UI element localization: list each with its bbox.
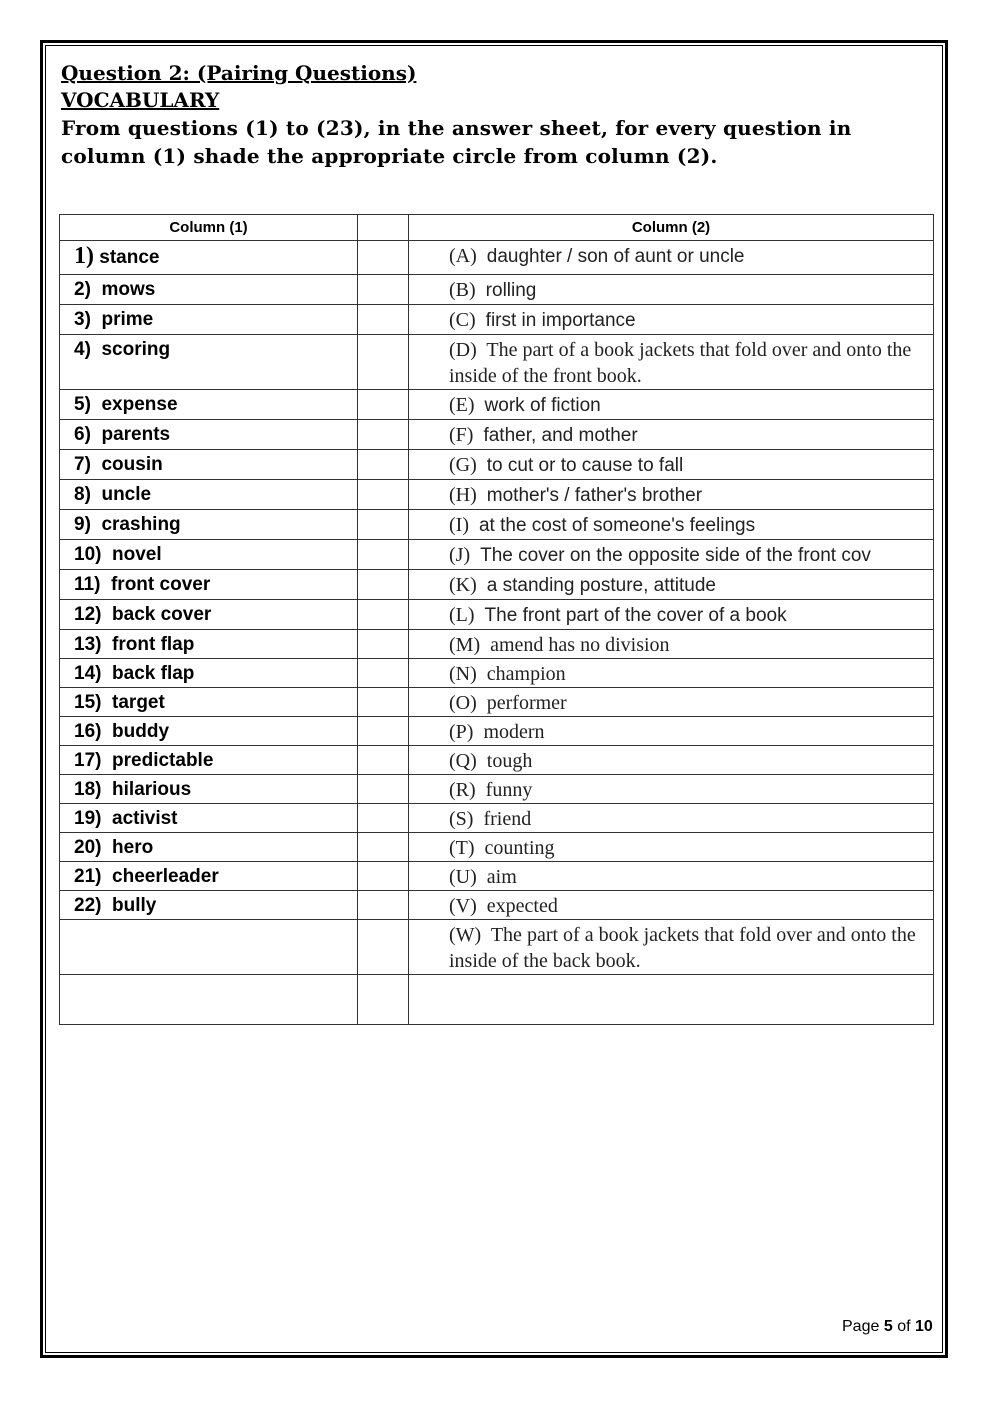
answer-letter: (M) [449, 634, 481, 656]
column-1-cell [60, 862, 358, 891]
column-1-cell [60, 570, 358, 600]
question-number: 11) [74, 574, 101, 595]
column-2-cell [409, 390, 934, 420]
answer-text: modern [483, 721, 545, 743]
answer-text: The cover on the opposite side of the front cov [480, 545, 871, 566]
instruction-line-2: column (1) shade the appropriate circle from column (2). [61, 144, 718, 168]
answer-letter: (Q) [449, 750, 477, 772]
column-1-cell [60, 659, 358, 688]
column-2-cell [409, 891, 934, 920]
table-row [60, 920, 934, 975]
question-header [61, 60, 931, 170]
column-2-cell [409, 420, 934, 450]
table-row [60, 804, 934, 833]
column-2-cell [409, 275, 934, 305]
answer-blank-cell [358, 891, 409, 920]
answer-blank-cell [358, 775, 409, 804]
answer-letter: (S) [449, 808, 474, 830]
question-number: 9) [74, 514, 91, 535]
table-row [60, 746, 934, 775]
table-row [60, 335, 934, 390]
answer-letter: (H) [449, 484, 477, 506]
column-1-cell [60, 804, 358, 833]
column-1-cell [60, 775, 358, 804]
column-2-cell [409, 833, 934, 862]
question-word: activist [112, 808, 178, 829]
answer-text: aim [486, 866, 517, 888]
answer-blank-cell [358, 450, 409, 480]
column-2-header: Column (2) [409, 215, 934, 241]
answer-letter: (R) [449, 779, 476, 801]
page-of: of [897, 1318, 911, 1335]
answer-letter: (O) [449, 692, 477, 714]
column-1-cell [60, 975, 358, 1025]
answer-blank-cell [358, 975, 409, 1025]
question-number: 1) [74, 243, 94, 269]
column-2-cell [409, 540, 934, 570]
page-label: Page [842, 1318, 880, 1335]
table-row [60, 688, 934, 717]
question-word: front flap [112, 634, 195, 655]
question-number: 7) [74, 454, 91, 475]
question-word: buddy [112, 721, 170, 742]
column-2-cell [409, 450, 934, 480]
table-row [60, 510, 934, 540]
answer-text: a standing posture, attitude [486, 575, 716, 596]
column-1-cell [60, 833, 358, 862]
question-number: 5) [74, 394, 91, 415]
question-word: uncle [101, 484, 152, 505]
question-word: target [112, 692, 165, 713]
column-2-cell [409, 480, 934, 510]
table-row [60, 480, 934, 510]
question-number: 13) [74, 634, 102, 655]
instruction-line-1: From questions (1) to (23), in the answer sheet, for every question in [61, 116, 852, 140]
column-1-cell [60, 241, 358, 275]
answer-text: expected [486, 895, 558, 917]
question-number: 16) [74, 721, 102, 742]
table-row [60, 630, 934, 659]
answer-text: daughter / son of aunt or uncle [486, 246, 745, 267]
answer-letter: (L) [449, 604, 475, 626]
answer-text: tough [486, 750, 533, 772]
answer-text: to cut or to cause to fall [486, 455, 684, 476]
answer-blank-cell [358, 420, 409, 450]
answer-text: champion [486, 663, 566, 685]
answer-letter: (W) [449, 924, 482, 946]
table-row [60, 862, 934, 891]
answer-blank-cell [358, 659, 409, 688]
column-2-cell [409, 335, 934, 390]
question-number: 19) [74, 808, 102, 829]
answer-letter: (F) [449, 424, 474, 446]
question-number: 10) [74, 544, 102, 565]
column-2-cell [409, 804, 934, 833]
column-2-cell [409, 717, 934, 746]
answer-text: at the cost of someone's feelings [478, 515, 756, 536]
answer-letter: (E) [449, 394, 475, 416]
answer-letter: (A) [449, 245, 477, 267]
question-title: Question 2: (Pairing Questions) [61, 61, 417, 85]
question-number: 8) [74, 484, 91, 505]
answer-letter: (U) [449, 866, 477, 888]
answer-text: funny [485, 779, 533, 801]
table-row [60, 450, 934, 480]
question-number: 21) [74, 866, 102, 887]
answer-blank-cell [358, 688, 409, 717]
answer-blank-cell [358, 241, 409, 275]
answer-letter: (C) [449, 309, 476, 331]
answer-text: amend has no division [490, 634, 670, 656]
table-row [60, 540, 934, 570]
column-2-cell [409, 241, 934, 275]
answer-blank-cell [358, 335, 409, 390]
table-row [60, 275, 934, 305]
question-word: mows [101, 279, 156, 300]
column-1-cell [60, 335, 358, 390]
column-2-cell [409, 659, 934, 688]
column-1-cell [60, 275, 358, 305]
answer-blank-cell [358, 630, 409, 659]
answer-text: work of fiction [484, 395, 601, 416]
column-2-cell [409, 305, 934, 335]
question-word: front cover [110, 574, 211, 595]
section-title: VOCABULARY [61, 88, 220, 112]
column-1-cell [60, 688, 358, 717]
answer-text: friend [483, 808, 532, 830]
question-word: hilarious [112, 779, 192, 800]
question-word: crashing [101, 514, 181, 535]
answer-blank-cell [358, 920, 409, 975]
answer-letter: (I) [449, 514, 469, 536]
table-row [60, 833, 934, 862]
question-word: novel [112, 544, 162, 565]
question-word: prime [101, 309, 154, 330]
column-1-cell [60, 891, 358, 920]
page-current: 5 [883, 1318, 893, 1335]
table-row [60, 659, 934, 688]
question-number: 20) [74, 837, 102, 858]
table-row [60, 600, 934, 630]
pairing-table [59, 214, 934, 1025]
column-2-cell [409, 570, 934, 600]
answer-blank-cell [358, 540, 409, 570]
question-number: 22) [74, 895, 102, 916]
table-row [60, 390, 934, 420]
column-1-cell [60, 420, 358, 450]
answer-blank-cell [358, 305, 409, 335]
answer-letter: (B) [449, 279, 476, 301]
answer-letter: (D) [449, 339, 477, 361]
answer-text: The part of a book jackets that fold over and onto the inside of the back book. [449, 924, 916, 972]
question-number: 18) [74, 779, 102, 800]
answer-text: The part of a book jackets that fold over and onto the inside of the front book. [449, 339, 912, 387]
column-1-cell [60, 630, 358, 659]
answer-blank-cell [358, 717, 409, 746]
answer-letter: (P) [449, 721, 474, 743]
question-word: bully [112, 895, 157, 916]
column-1-cell [60, 480, 358, 510]
table-row [60, 570, 934, 600]
table-row [60, 717, 934, 746]
column-2-cell [409, 688, 934, 717]
question-number: 6) [74, 424, 91, 445]
question-word: stance [99, 247, 160, 268]
column-1-cell [60, 540, 358, 570]
answer-blank-cell [358, 480, 409, 510]
answer-letter: (K) [449, 574, 477, 596]
column-2-cell [409, 746, 934, 775]
question-word: predictable [112, 750, 214, 771]
column-1-cell [60, 600, 358, 630]
answer-blank-cell [358, 275, 409, 305]
answer-letter: (G) [449, 454, 477, 476]
answer-text: father, and mother [483, 425, 638, 446]
column-1-cell [60, 746, 358, 775]
question-number: 17) [74, 750, 102, 771]
question-word: scoring [101, 339, 171, 360]
question-word: parents [101, 424, 171, 445]
question-word: cousin [101, 454, 163, 475]
column-2-cell [409, 510, 934, 540]
answer-text: counting [484, 837, 555, 859]
answer-blank-cell [358, 746, 409, 775]
answer-blank-header [358, 215, 409, 241]
answer-blank-cell [358, 862, 409, 891]
column-1-cell [60, 450, 358, 480]
question-number: 3) [74, 309, 91, 330]
question-number: 12) [74, 604, 102, 625]
answer-blank-cell [358, 833, 409, 862]
question-number: 14) [74, 663, 102, 684]
question-word: expense [101, 394, 178, 415]
table-row [60, 891, 934, 920]
table-row [60, 775, 934, 804]
answer-text: rolling [485, 280, 537, 301]
question-number: 15) [74, 692, 102, 713]
column-2-cell [409, 630, 934, 659]
column-2-cell [409, 920, 934, 975]
answer-letter: (J) [449, 544, 471, 566]
column-2-cell [409, 775, 934, 804]
column-1-cell [60, 305, 358, 335]
answer-letter: (V) [449, 895, 477, 917]
page-number [842, 1318, 933, 1336]
answer-blank-cell [358, 804, 409, 833]
column-2-cell [409, 975, 934, 1025]
column-2-cell [409, 600, 934, 630]
answer-blank-cell [358, 570, 409, 600]
table-row [60, 975, 934, 1025]
answer-letter: (T) [449, 837, 475, 859]
column-1-header: Column (1) [60, 215, 358, 241]
answer-letter: (N) [449, 663, 477, 685]
column-1-cell [60, 717, 358, 746]
table-row [60, 420, 934, 450]
answer-blank-cell [358, 390, 409, 420]
question-word: hero [112, 837, 154, 858]
answer-text: The front part of the cover of a book [484, 605, 787, 626]
answer-blank-cell [358, 510, 409, 540]
table-row [60, 241, 934, 275]
answer-text: first in importance [485, 310, 636, 331]
question-number: 4) [74, 339, 91, 360]
answer-blank-cell [358, 600, 409, 630]
column-1-cell [60, 390, 358, 420]
column-1-cell [60, 920, 358, 975]
question-number: 2) [74, 279, 91, 300]
page-total: 10 [914, 1318, 933, 1335]
question-word: back flap [112, 663, 195, 684]
answer-text: mother's / father's brother [486, 485, 703, 506]
column-2-cell [409, 862, 934, 891]
table-row [60, 305, 934, 335]
table-header-row [60, 215, 934, 241]
answer-text: performer [486, 692, 567, 714]
question-word: back cover [112, 604, 212, 625]
column-1-cell [60, 510, 358, 540]
question-word: cheerleader [112, 866, 219, 887]
